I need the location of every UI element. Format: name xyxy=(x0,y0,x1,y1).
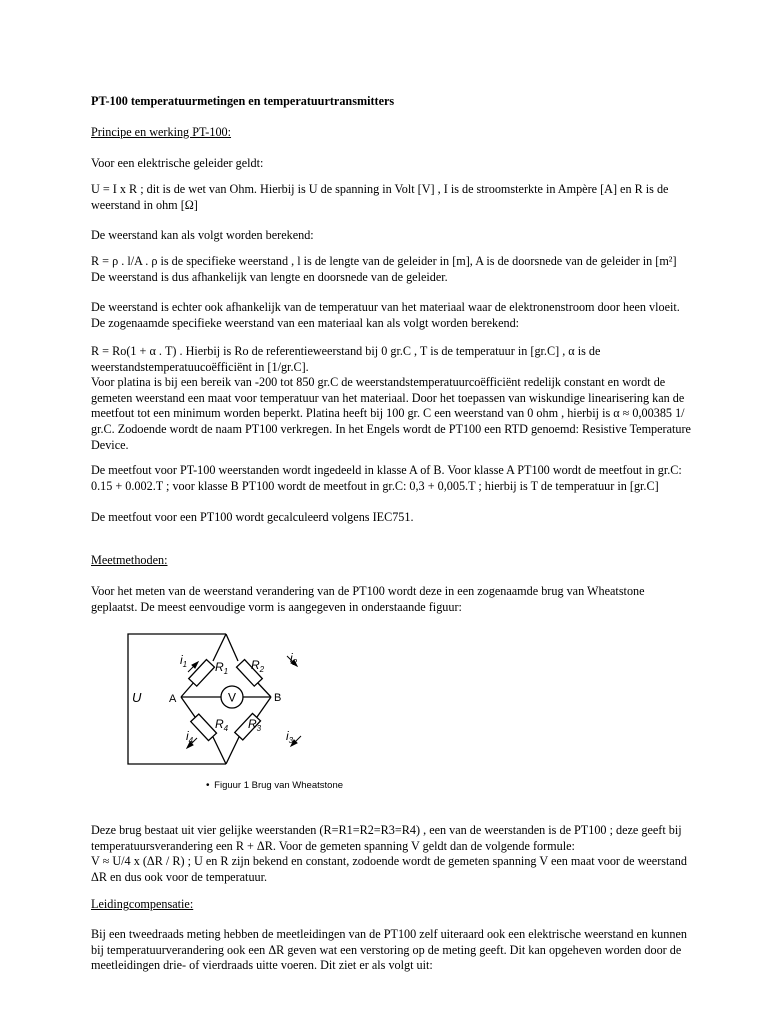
label-r2: $R_2$ xyxy=(251,658,265,674)
paragraph-brug-uitleg: Deze brug bestaat uit vier gelijke weerstanden (R=R1=R2=R3=R4) , een van de weerstanden is de PT100 ; deze geeft bij temperatuursverandering een R + ΔR. Voor de gemeten spanning V geldt dan de volgende formule: xyxy=(91,823,682,853)
label-r3: $R_3$ xyxy=(248,717,262,733)
paragraph-wet-van-ohm: U = I x R ; dit is de wet van Ohm. Hierbij is U de spanning in Volt [V] , I is de stroomsterkte in Ampère [A] en R is de weerstand in ohm [Ω] xyxy=(91,182,669,212)
label-node-b: B xyxy=(274,692,282,704)
paragraph-formule-r: R = ρ . l/A . ρ is de specifieke weerstand , l is de lengte van de geleider in [m], A is de doorsnede van de geleider in [m²] xyxy=(91,254,677,268)
paragraph-afhankelijkheid: De weerstand is dus afhankelijk van lengte en doorsnede van de geleider. xyxy=(91,269,448,284)
label-node-a: A xyxy=(169,693,177,705)
paragraph-geleider: Voor een elektrische geleider geldt: xyxy=(91,156,264,170)
paragraph-formule-v: V ≈ U/4 x (ΔR / R) ; U en R zijn bekend en constant, zodoende wordt de gemeten spanning V een maat voor de weerstand ΔR en dus ook voor de temperatuur. xyxy=(91,854,687,884)
paragraph-iec751: De meetfout voor een PT100 wordt gecalculeerd volgens IEC751. xyxy=(91,509,414,524)
label-r1: $R_1$ xyxy=(215,660,229,676)
label-u: U xyxy=(132,690,142,705)
resistor-r1 xyxy=(189,660,215,687)
section-heading-leidingcompensatie: Leidingcompensatie: xyxy=(91,897,194,911)
resistor-r4 xyxy=(191,714,217,741)
label-i4: $i_4$ xyxy=(186,729,194,745)
paragraph-tweedraads: Bij een tweedraads meting hebben de meetleidingen van de PT100 zelf uiteraard ook een elektrische weerstand en kunnen bij temperatuurverandering ook een ΔR geven wat een verstoring op de meting geeft. Dit kan opgeheven worden door de meetleidingen drie- of vierdraads uitte voeren. Dit ziet er als volgt uit: xyxy=(91,927,687,973)
document-title: PT-100 temperatuurmetingen en temperatuurtransmitters xyxy=(91,94,395,108)
label-r4: $R_4$ xyxy=(215,717,229,733)
label-i2: $i_2$ xyxy=(290,651,298,667)
section-heading-principe: Principe en werking PT-100: xyxy=(91,125,232,139)
figure-caption xyxy=(206,780,343,791)
label-i3: $i_3$ xyxy=(286,729,294,745)
caption-bullet: • xyxy=(206,780,210,791)
paragraph-ro-formule: R = Ro(1 + α . T) . Hierbij is Ro de referentieweerstand bij 0 gr.C , T is de temperatuur in [gr.C] , α is de weerstandstemperatuucoëfficiënt in [1/gr.C]. xyxy=(91,344,601,374)
label-i1: $i_1$ xyxy=(180,653,188,669)
paragraph-platina: Voor platina is bij een bereik van -200 tot 850 gr.C de weerstandstemperatuurcoëfficiënt redelijk constant en wordt de gemeten weerstand een maat voor temperatuur van het materiaal. Door het toepassen van wiskundige linearisering kan de meetfout tot een minimum worden beperkt. Platina heeft bij 100 gr. C een weerstand van 0 ohm , hierbij is α ≈ 0,00385 1/ gr.C. Zodoende wordt de naam PT100 verkregen. In het Engels wordt de PT100 een RTD genoemd: Resistive Temperature Device. xyxy=(91,375,691,452)
section-heading-meetmethoden: Meetmethoden: xyxy=(91,553,168,567)
paragraph-berekening: De weerstand kan als volgt worden berekend: xyxy=(91,228,314,242)
paragraph-temperatuur: De weerstand is echter ook afhankelijk van de temperatuur van het materiaal waar de elektronenstroom door heen vloeit. De zogenaamde specifieke weerstand van een materiaal kan als volgt worden berekend: xyxy=(91,300,680,330)
paragraph-wheatstone: Voor het meten van de weerstand verandering van de PT100 wordt deze in een zogenaamde brug van Wheatstone geplaatst. De meest eenvoudige vorm is aangegeven in onderstaande figuur: xyxy=(91,584,645,614)
voltmeter-label: V xyxy=(227,690,237,705)
supply-wire xyxy=(128,634,229,764)
paragraph-meetfout-klasse: De meetfout voor PT-100 weerstanden wordt ingedeeld in klasse A of B. Voor klasse A PT100 wordt de meetfout in gr.C: 0.15 + 0.002.T ; voor klasse B PT100 wordt de meetfout in gr.C: 0,3 + 0,005.T ; hierbij is T de temperatuur in [gr.C] xyxy=(91,463,682,493)
caption-text: Figuur 1 Brug van Wheatstone xyxy=(214,780,344,791)
wheatstone-bridge-diagram xyxy=(118,624,328,774)
